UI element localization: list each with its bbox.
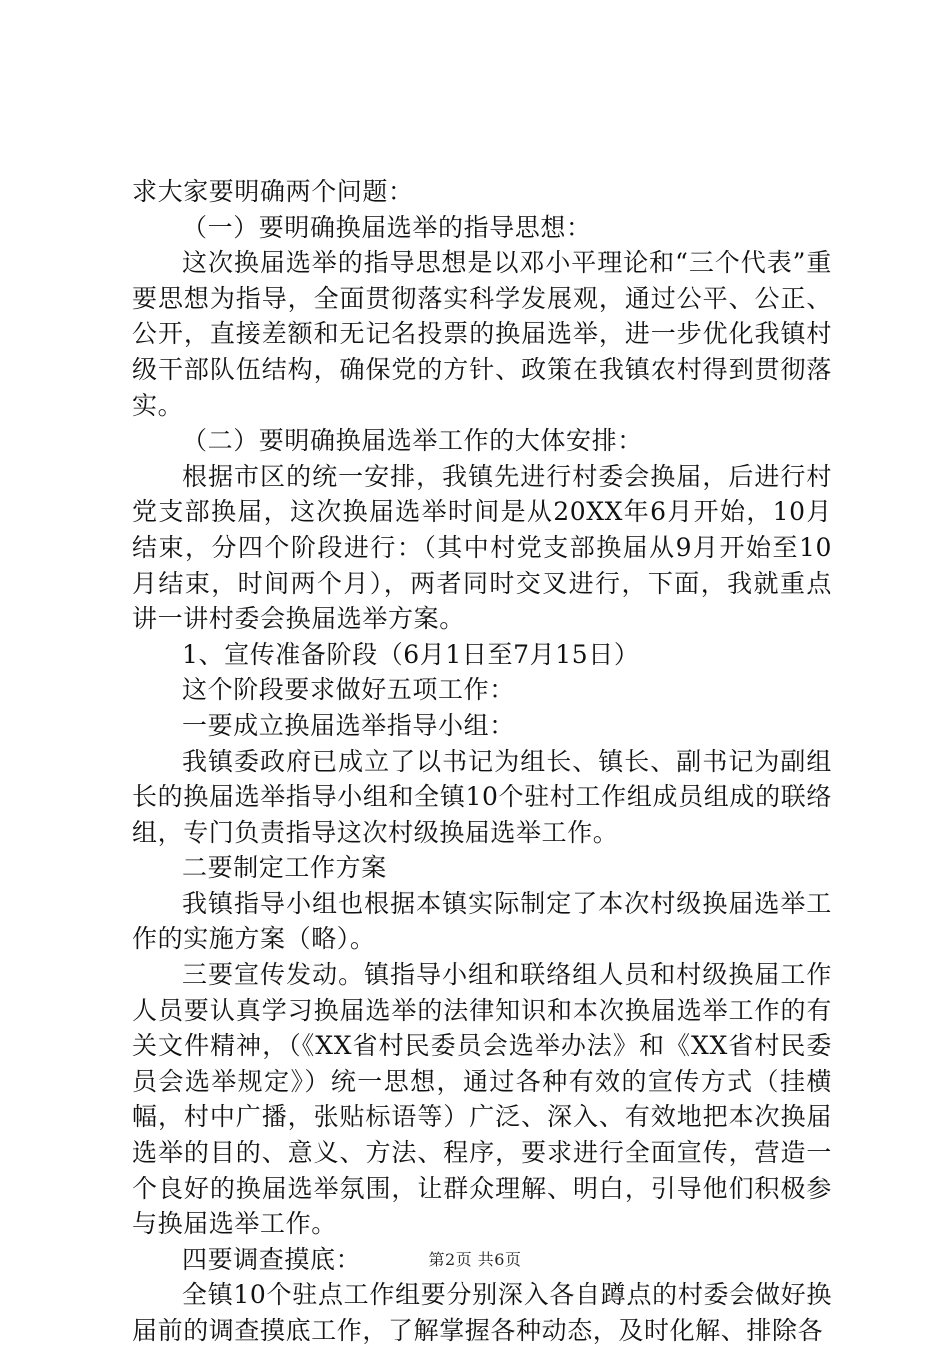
paragraph-task-three: 三要宣传发动。镇指导小组和联络组人员和村级换届工作人员要认真学习换届选举的法律知识和本次换届选举工作的有关文件精神，（《XX省村民委员会选举办法》和《XX省村民委员会选举规定》）统一思想，通过各种有效的宣传方式（挂横幅，村中广播，张贴标语等）广泛、深入、有效地把本次换届选举的目的、意义、方法、程序，要求进行全面宣传，营造一个良好的换届选举氛围，让群众理解、明白，引导他们积极参与换届选举工作。 (132, 960, 832, 1239)
document-body (132, 174, 832, 1349)
paragraph-task-two: 我镇指导小组也根据本镇实际制定了本次村级换届选举工作的实施方案（略）。 (132, 888, 832, 954)
heading-task-two: 二要制定工作方案 (182, 853, 387, 883)
paragraph-general-arrangement: 根据市区的统一安排，我镇先进行村委会换届，后进行村党支部换届，这次换届选举时间是从20XX年6月开始，10月结束，分四个阶段进行：（其中村党支部换届从9月开始至10月结束，时间两个月），两者同时交叉进行，下面，我就重点讲一讲村委会换届选举方案。 (132, 461, 832, 634)
heading-task-one: 一要成立换届选举指导小组： (182, 710, 515, 740)
heading-guiding-ideology: （一）要明确换届选举的指导思想： (182, 212, 592, 242)
heading-stage-one: 1、宣传准备阶段（6月1日至7月15日） (182, 639, 640, 669)
heading-general-arrangement: （二）要明确换届选举工作的大体安排： (182, 426, 643, 456)
heading-task-four: 四要调查摸底： (182, 1244, 362, 1274)
paragraph-five-tasks: 这个阶段要求做好五项工作： (182, 675, 515, 705)
paragraph-guiding-ideology: 这次换届选举的指导思想是以邓小平理论和“三个代表”重要思想为指导，全面贯彻落实科学发展观，通过公平、公正、公开，直接差额和无记名投票的换届选举，进一步优化我镇村级干部队伍结构，确保党的方针、政策在我镇农村得到贯彻落实。 (132, 248, 832, 420)
paragraph-task-one: 我镇委政府已成立了以书记为组长、镇长、副书记为副组长的换届选举指导小组和全镇10个驻村工作组成员组成的联络组，专门负责指导这次村级换届选举工作。 (132, 746, 832, 847)
paragraph-task-four: 全镇10个驻点工作组要分别深入各自蹲点的村委会做好换届前的调查摸底工作，了解掌握各种动态，及时化解、排除各 (132, 1280, 832, 1345)
paragraph-continuation: 求大家要明确两个问题： (132, 177, 414, 206)
page-footer: 第2页 共6页 (428, 1250, 522, 1269)
